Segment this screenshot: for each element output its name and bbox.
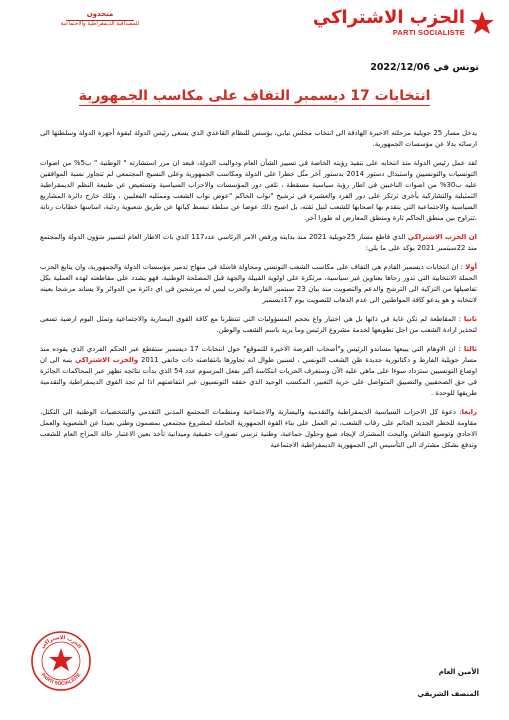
signature-name: المنصف الشريقي: [417, 690, 479, 698]
stamp-bottom-text: PARTI SOCIALISTE: [39, 672, 83, 688]
paragraph-fourth-text: : دعوة كل الاحزاب السياسية الديمقراطية والتقدمية واليسارية والاجتماعية ومنظمات المجتمع المدني التقدمي والشخصيات الوطنية الى التكتل، مقاومة للخطر الجديد الجاثم على رقاب الشعب، ثم العمل على بناء القوة الجمهورية الحاملة لمشروع مجتمعي بمضمون وطني بعيدا عن الشعبوية والعمل الاحادي وتوسيع النقاش والبحث المشترك لإيجاد صيغ وحلول جماعية، وطنية ترسي تصورات حقيقية وميدانية تأخذ بعين الاعتبار حالة المزاج العام للشعب وتدفع بشكل مشترك الى التأسيس الى الجمهورية الديمقراطية الاجتماعية: [40, 408, 477, 449]
party-highlight-2: والحزب الاشتراكي: [74, 356, 139, 364]
paragraph-second-text: : المقاطعة لم تكن غاية في ذاتها بل هي اختيار واع بحجم المسؤوليات التي تنتظرنا مع كافة القوى اليسارية والاجتماعية وتمثل اليوم ارضية تسعى لتحذير ارادة الشعب من اجل تطويعها لخدمة مشروع الرئيس وما يريد باسم الشعب والوطن.: [40, 315, 477, 334]
point-label-second: ثانيا: [463, 315, 477, 323]
paragraph-third: [40, 344, 477, 399]
point-label-first: أولا: [465, 263, 477, 271]
paragraph-third-text-b: ينبه الى ان اوضاع التونسيين ستزداد سوءا على ماهي عليه الآن وستعرف الحريات انتكاسة أكبر بفعل المرسوم عدد 54 الذي بدأت نتائجه تظهر عبر المحاكمات الجائرة في حق الصحفيين والتضييق المتواصل على حرية التعبير، المكسب الوحيد الذي حققه التونسيون عبر انتفاضتهم اذا لم تجد القوى الديمقراطية والتقدمية طريقها للوحدة .: [40, 356, 477, 397]
paragraph-first-text: : ان انتخابات ديسمبر القادم هي التفاف على مكاسب الشعب التونسي ومحاولة فاشلة في منهاج تدمير مؤسسات الدولة والجمهورية، وان يتابع الحزب الحملة الانتخابية التي تدور رحاها بعناوين غير سياسية، مرتكزة على اولوية القبيلة والجهة قبل المصلحة الوطنية، فهو يشدد على مقاطعته لهذه العملية بكل تفاصيلها من التزكية الى الترشح والدعم والتصويت منذ بيان 23 سبتمبر الفارط والحزب ليس له مرشحين في اي دائرة من الدوائر ولا يساند مرشحا بعينه لانتخابه و هو يدعو كافة المواطنين الى عدم الذهاب للتصويت يوم 17ديسمبر: [40, 263, 477, 304]
coalition-logo: [60, 10, 140, 27]
party-name-fr: PARTI SOCIALISTE: [392, 28, 465, 37]
coalition-name: متحدون: [86, 10, 114, 18]
paragraph-first: [40, 262, 477, 306]
document-title-text: انتخابات 17 ديسمبر التفاف على مكاسب الجمهورية: [78, 88, 431, 104]
party-stamp: [30, 630, 92, 692]
party-highlight: ان الحزب الاشتراكي: [407, 233, 477, 241]
stamp-top-text: الحزب الاشتراكي: [39, 634, 83, 650]
point-label-fourth: رابعا: [461, 408, 477, 416]
paragraph-position: [40, 232, 477, 254]
paragraph-third-text-a: : ان الاوهام التي يبيعها مساندو الرئيس و"أصحاب الفرصة الاخيرة للتموقع" حول انتخابات 17 ديسمبر ستقطع عبر الحكم الفردي الذي يقوده منذ مسار جويلية الفارط و دكتاتورية جديدة ظن الشعب التونسي ، لسنين طوال انه تجاوزها بانتفاضته ذات جانفي 2011: [40, 345, 477, 364]
point-label-third: ثالثا: [463, 345, 477, 353]
stamp-star-icon: [49, 648, 73, 671]
party-name-ar: الحزب الاشتراكي: [312, 7, 465, 28]
red-star-icon: [469, 10, 495, 36]
party-brand: [313, 8, 465, 37]
document-date: تونس في 2022/12/06: [370, 62, 479, 73]
signature-block: [417, 661, 479, 705]
document-title: [0, 88, 509, 104]
coalition-subtitle: للمصداقية الديمقراطية والاجتماعية: [60, 21, 140, 27]
paragraph-fourth: [40, 407, 477, 451]
paragraph-intro: يدخل مسار 25 جويلية مرحلته الاخيرة الهادفة الى انتخاب مجلس نيابي، يؤسس للنظام القاعدي الذي يسعى رئيس الدولة لبقوة أجهزة الدولة وسلطتها الى ارسائه بدلا عن مؤسسات الجمهورية.: [40, 129, 477, 148]
paragraph-second: [40, 314, 477, 336]
svg-text:الحزب الاشتراكي: [40, 635, 83, 650]
document-body: [40, 128, 477, 459]
party-logo: [313, 8, 495, 37]
paragraph-position-text: الذي قاطع مسار 25جويلية 2021 منذ بدايته ورفض الامر الرئاسي عدد117 الذي بات الاطار العام لتسيير شؤون الدولة والمجتمع منذ 22سبتمبر 2021 يؤكد على ما يلي:: [40, 233, 477, 252]
paragraph-context: لقد عمل رئيس الدولة منذ انتخابه على تنفيذ رؤيته الخاصة في تسيير الشأن العام ودواليب الدولة، فبعد ان مرر استشارته " الوطنية " ب5% من اصوات التونسيات والتونسيين واستبدال دستور 2014 بدستور آخر مثّل خطرا على الدولة ومكاسب الجمهورية وعلى النسيج المجتمعي لم تتجاوز نسبة الموافقين عليه ب30% من اصوات الناخبين في اطار رؤية سياسية مسقطة ، تلغي دور المؤسسات والاحزاب السياسية وتستعيض عن طبيعة النظم الديمقراطية التمثيلية والتشاركية بأخرى ترتكز على دور الفرد والعشيرة في ترشيح "نواب الحاكم "عوض نواب الشعب وممثليه الفعليين ، وثلك خارج دائرة المشاريع السياسية والاجتماعية التي يتقدم بها اصحابها للشعب لنيل ثقته، بل اصبح ذلك عوضا عن سلطة تبسط كيانها عن طريق شعبوية ردئية، اساسها خطابات رنانة ،تتراوح بين منطق الحاكم ثارة ومنطق المعارض له طورا آخر.: [40, 159, 478, 222]
signature-role: الأمين العام: [438, 668, 479, 676]
